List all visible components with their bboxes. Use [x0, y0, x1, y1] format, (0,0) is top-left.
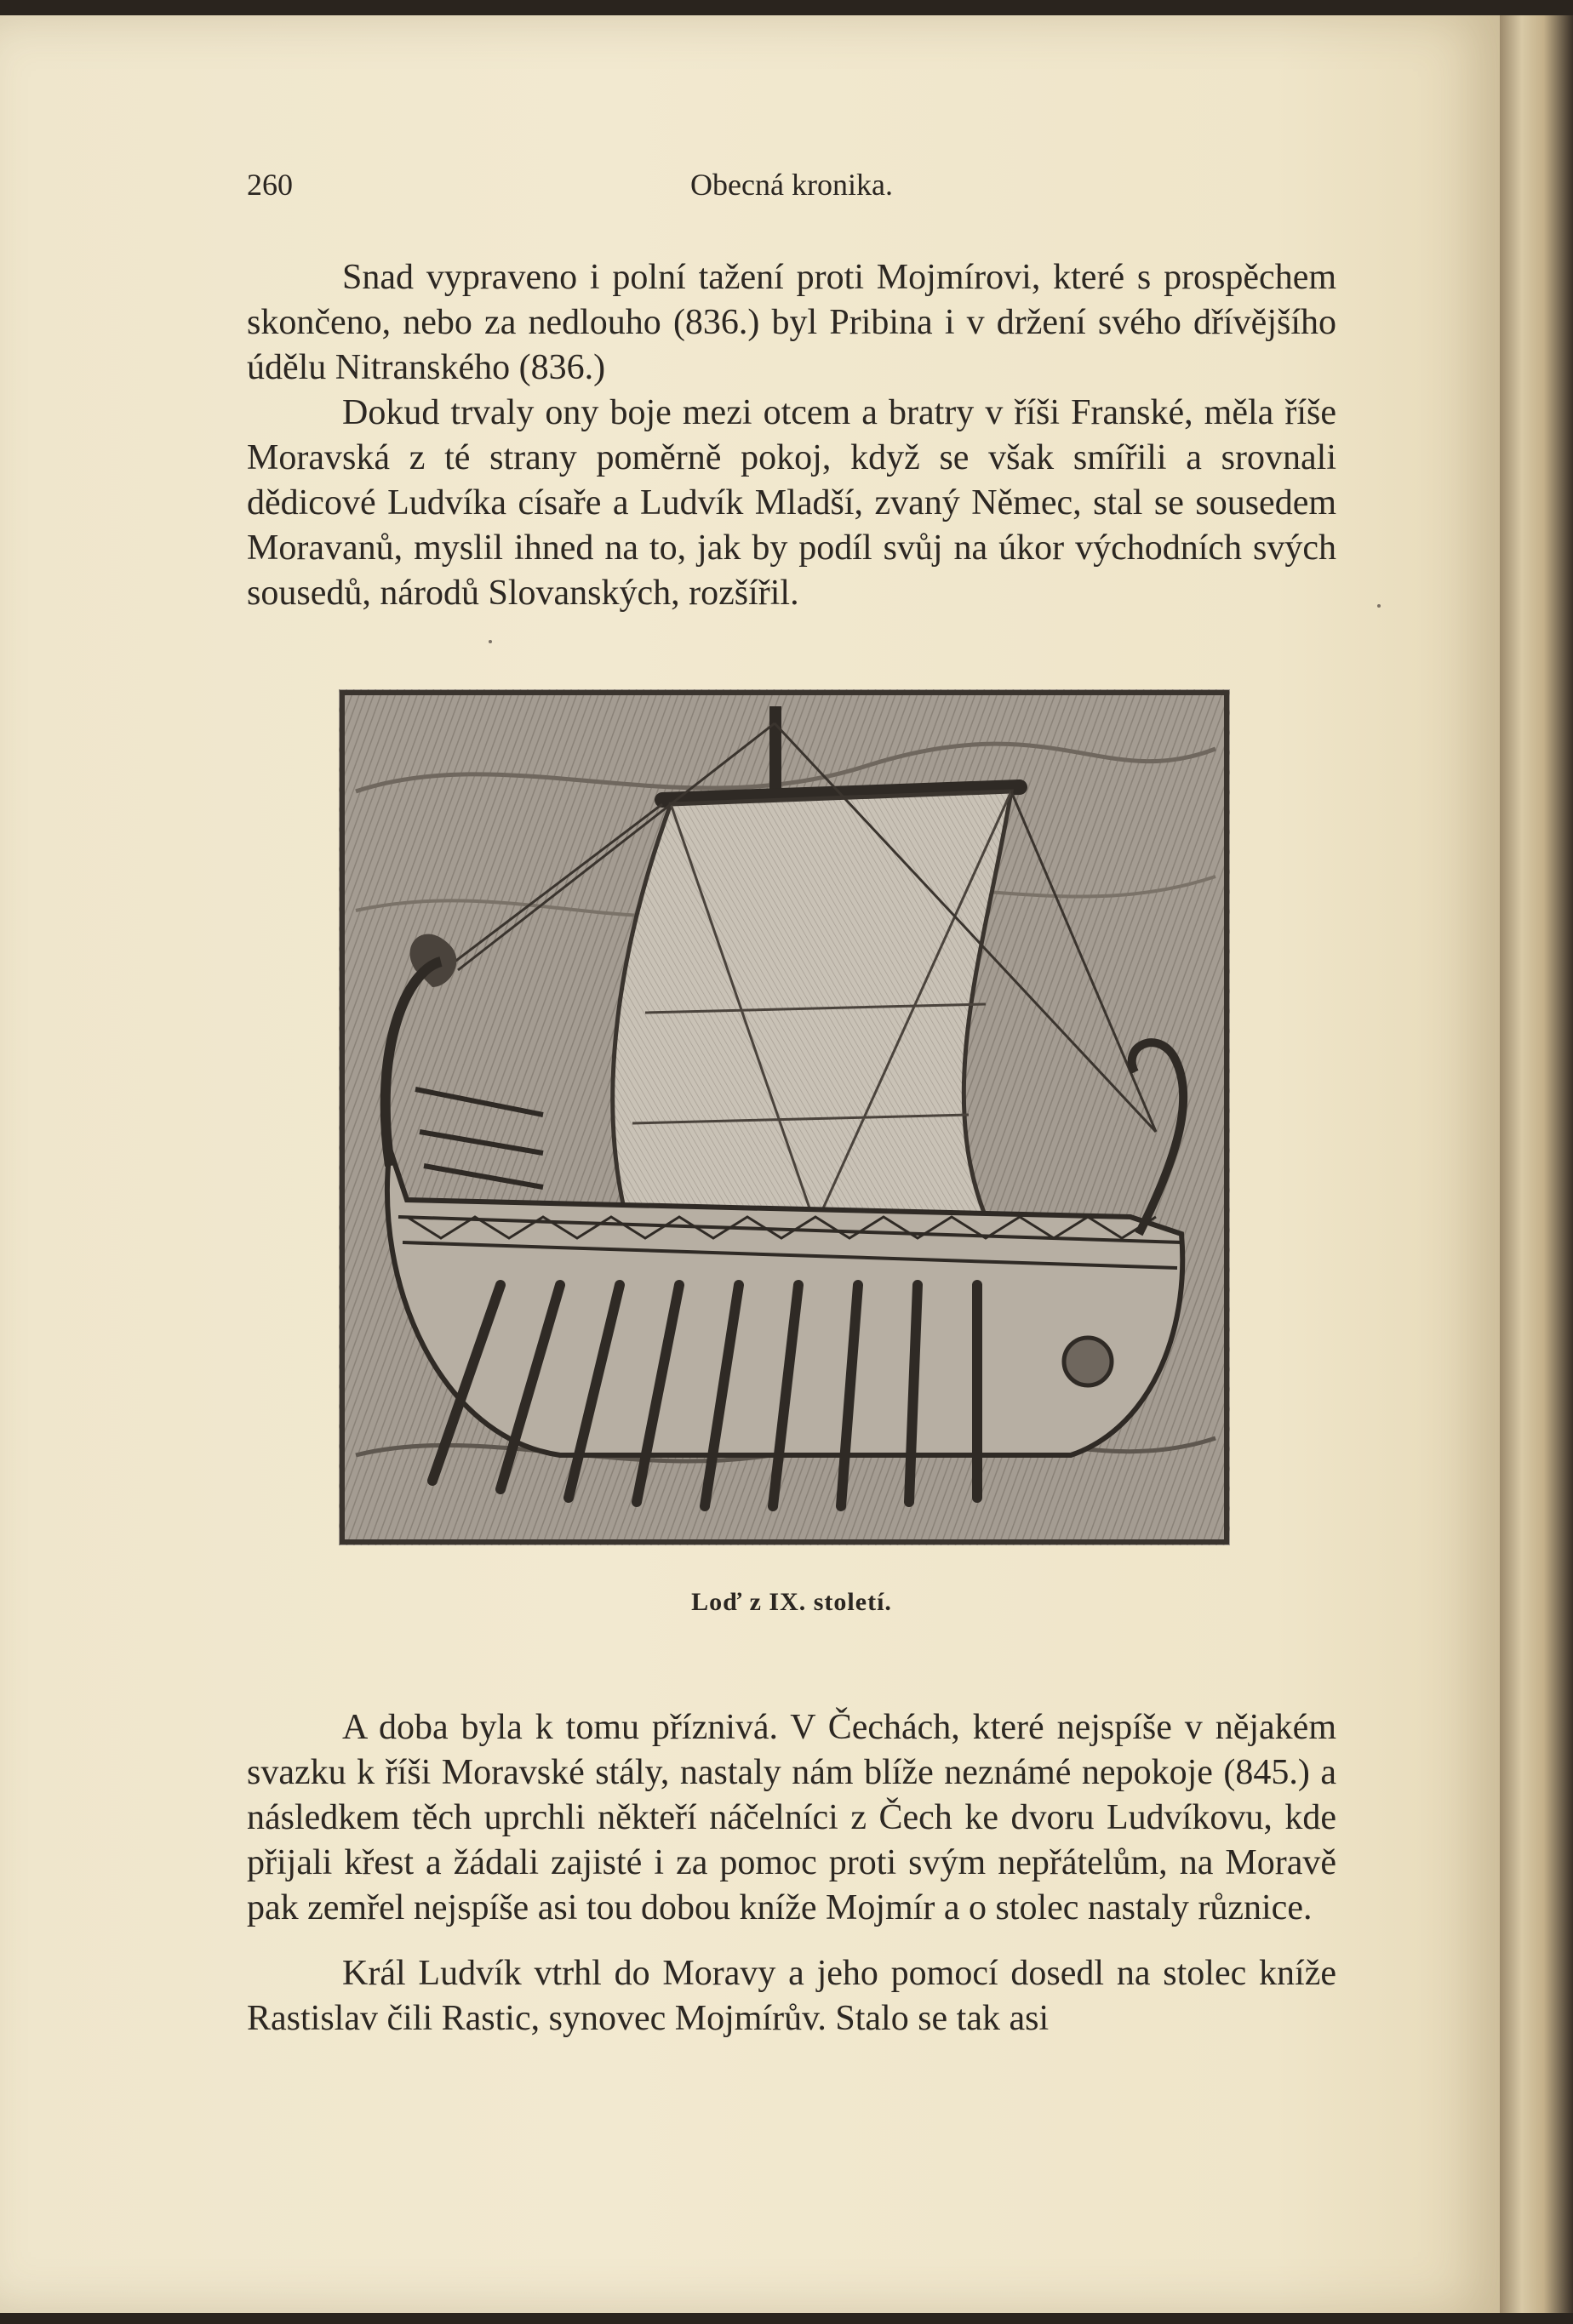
- paragraph: Snad vypraveno i polní tažení proti Mojmírovi, které s prospěchem skončeno, nebo za nedlouho (836.) byl Pribina i v držení svého dřívějšího údělu Nitranského (836.): [247, 258, 1336, 387]
- paragraph: Dokud trvaly ony boje mezi otcem a bratry v říši Franské, měla říše Moravská z té strany poměrně pokoj, když se však smířili a srovnali dědicové Ludvíka císaře a Ludvík Mladší, zvaný Němec, stal se sousedem Moravanů, myslil ihned na to, jak by podíl svůj na úkor východních svých sousedů, národů Slovanských, rozšířil.: [247, 393, 1336, 613]
- page-header: [247, 167, 1336, 209]
- text-block-top: [247, 255, 1336, 616]
- ship-engraving: [339, 689, 1230, 1545]
- scan-speck: [1377, 604, 1381, 608]
- paragraph: A doba byla k tomu příznivá. V Čechách, které nejspíše v nějakém svazku k říši Moravské stály, nastaly nám blíže neznámé nepokoje (845.) a následkem těch uprchli někteří náčelníci z Čech ke dvoru Ludvíkovu, kde přijali křest a žádali zajisté i za pomoc proti svým nepřátelům, na Moravě pak zemřel nejspíše asi tou dobou kníže Mojmír a o stolec nastaly různice.: [247, 1708, 1336, 1927]
- page-edge: [1500, 15, 1573, 2313]
- text-block-bottom: [247, 1705, 1336, 2041]
- figure-caption: Loď z IX. století.: [691, 1588, 892, 1616]
- running-title: Obecná kronika.: [690, 168, 893, 202]
- ship-illustration: [339, 689, 1230, 1545]
- scan-speck: [489, 640, 492, 643]
- paragraph: Král Ludvík vtrhl do Moravy a jeho pomocí dosedl na stolec kníže Rastislav čili Rastic, synovec Mojmírův. Stalo se tak asi: [247, 1954, 1336, 2038]
- page-number: 260: [247, 168, 293, 202]
